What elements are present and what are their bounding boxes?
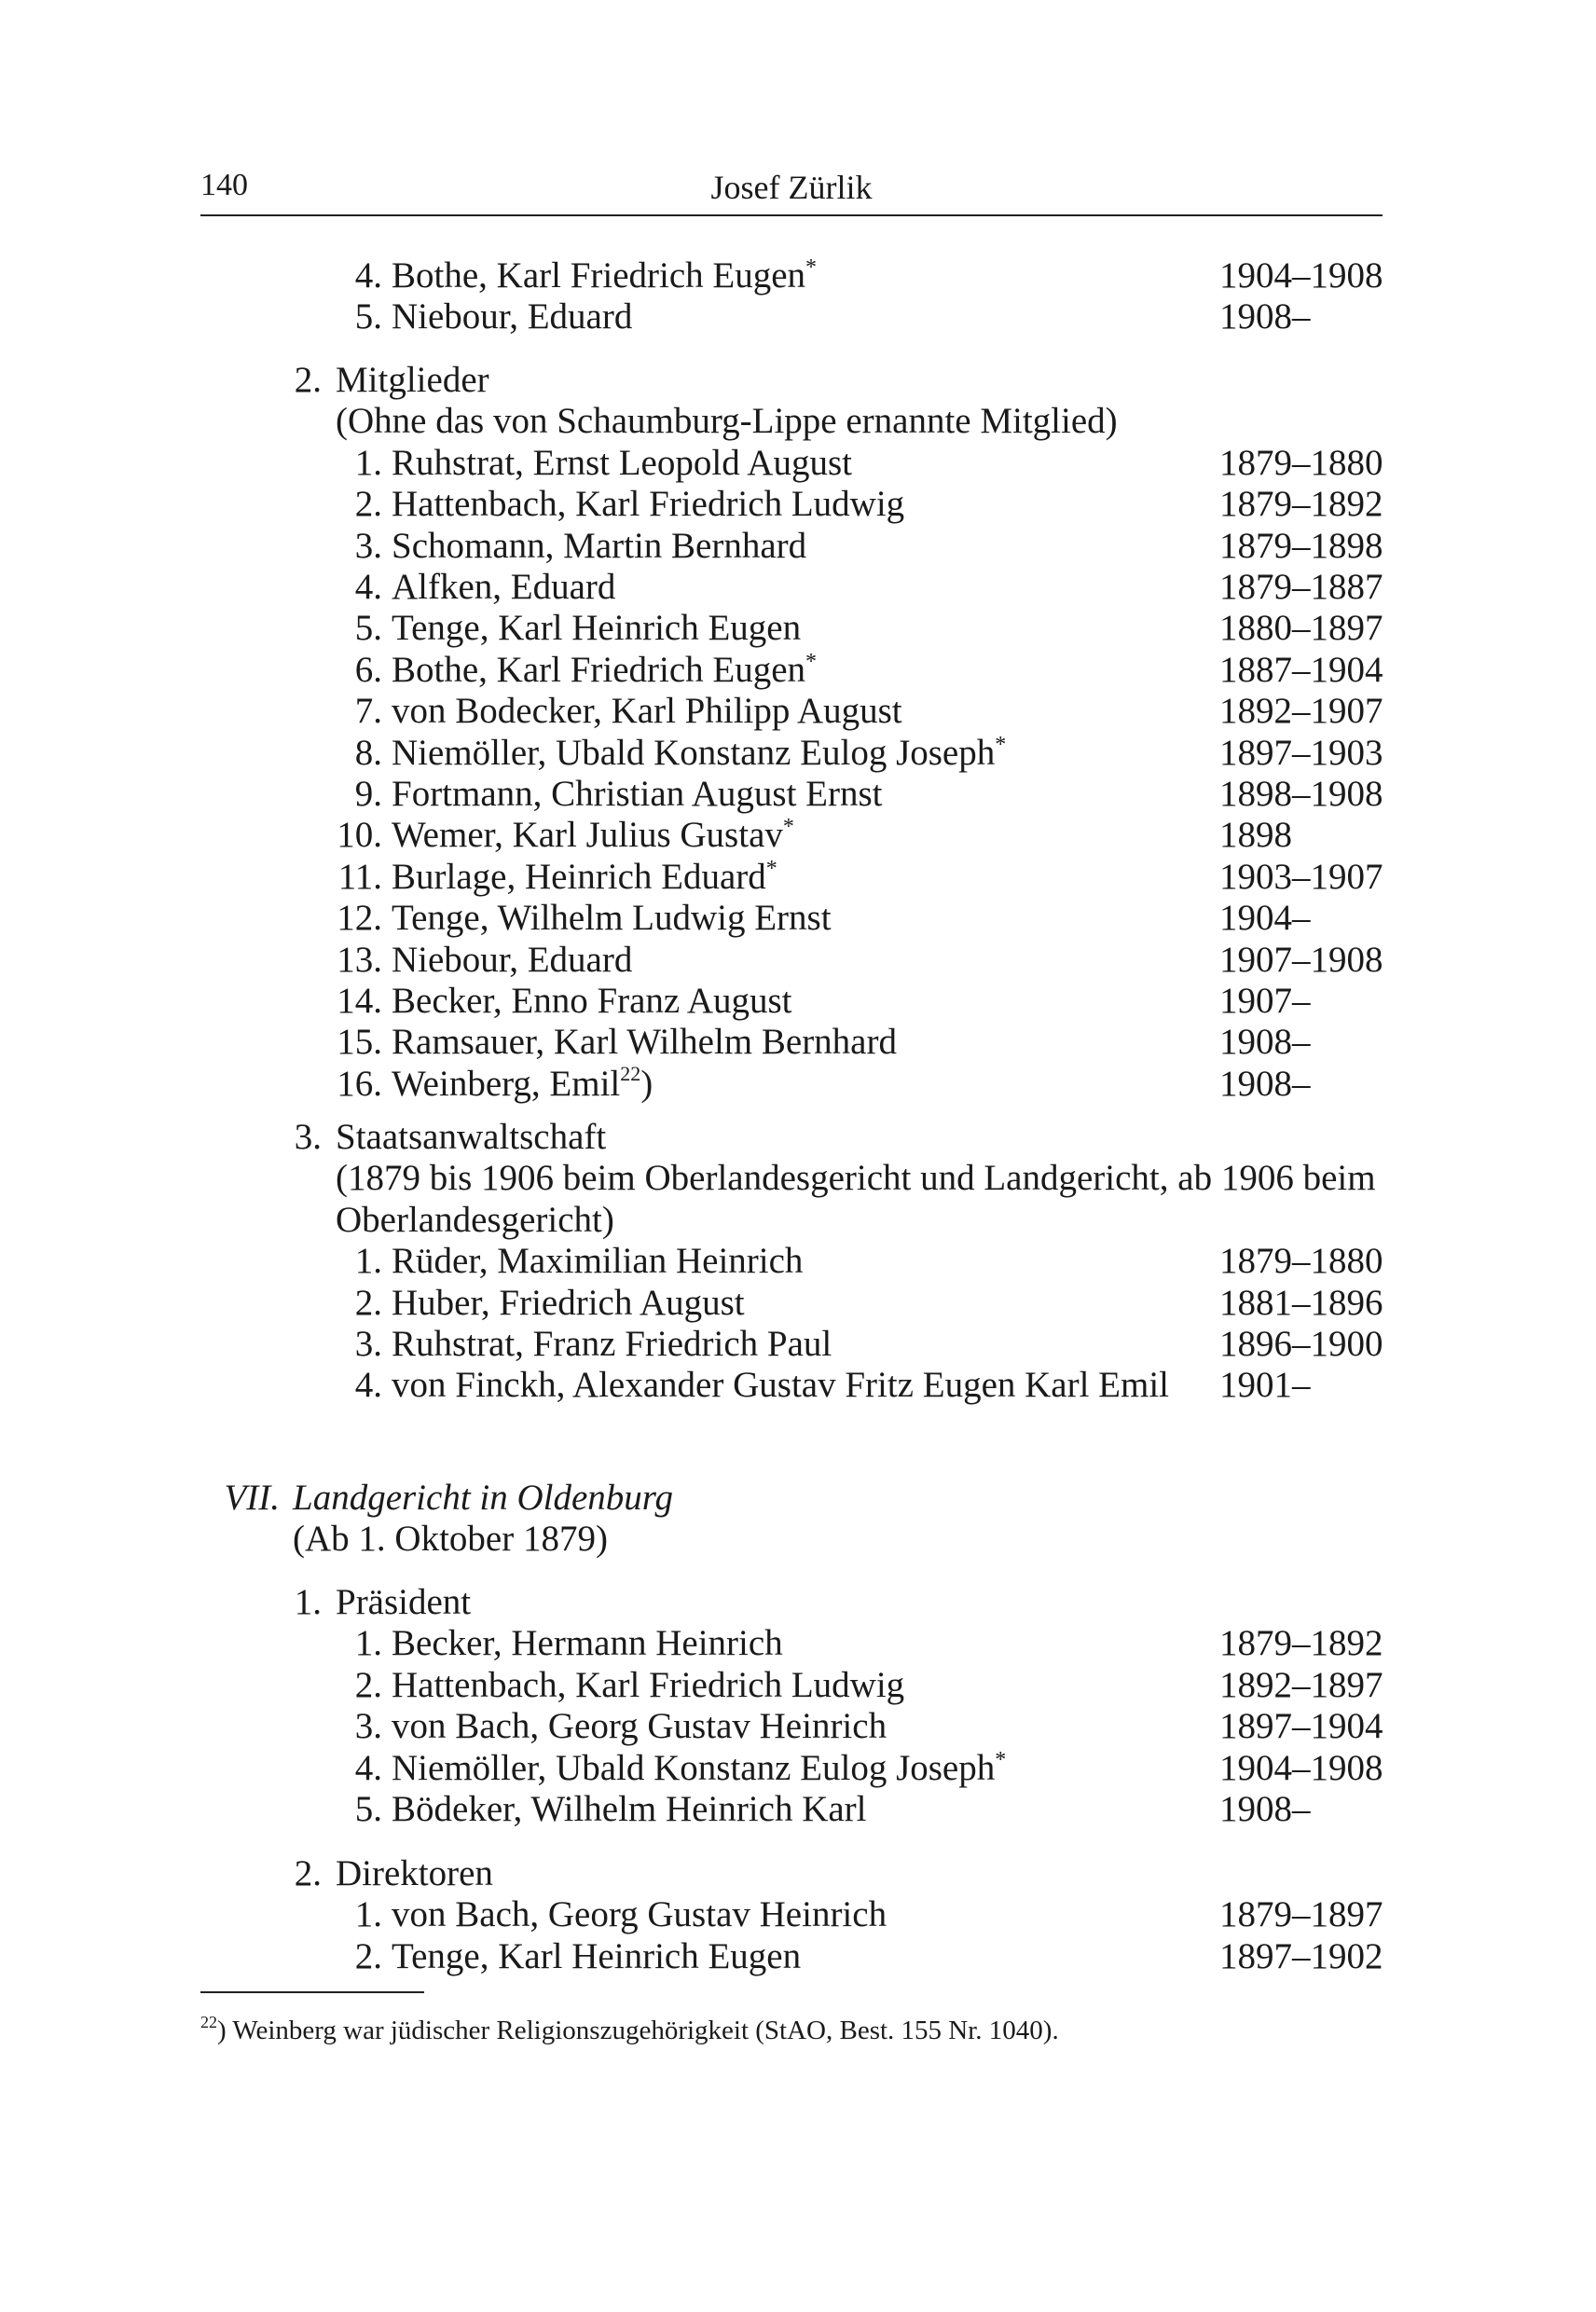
entry-name: Bothe, Karl Friedrich Eugen* <box>392 255 818 296</box>
entry-name: von Bodecker, Karl Philipp August <box>392 691 902 732</box>
list-item <box>0 1241 1596 1282</box>
entry-name: Niebour, Eduard <box>392 939 633 980</box>
entry-name: Ramsauer, Karl Wilhelm Bernhard <box>392 1022 897 1063</box>
list-item <box>0 691 1596 732</box>
list-item <box>0 1623 1596 1664</box>
list-item <box>0 1665 1596 1706</box>
entry-number: 1. <box>294 1582 322 1622</box>
entry-dates: 1908– <box>1219 1063 1311 1104</box>
list-item <box>0 1706 1596 1747</box>
entry-number: 4. <box>354 1747 382 1788</box>
asterisk-mark: * <box>782 815 794 840</box>
entry-number: 11. <box>337 856 382 897</box>
entry-number: 9. <box>354 774 382 814</box>
entry-dates: 1892–1897 <box>1219 1664 1383 1705</box>
asterisk-mark: * <box>995 1747 1007 1772</box>
entry-number: 1. <box>354 1623 382 1664</box>
entry-dates: 1903–1907 <box>1219 856 1383 897</box>
entry-number: 1. <box>354 1894 382 1935</box>
entry-number: 2. <box>294 1853 322 1893</box>
entry-name: Huber, Friedrich August <box>392 1282 745 1323</box>
list-item <box>0 608 1596 649</box>
entry-dates: 1879–1887 <box>1219 567 1383 607</box>
entry-dates: 1880–1897 <box>1219 608 1383 649</box>
section-note-text: (1879 bis 1906 beim Oberlandesgericht und Landgericht, ab 1906 beim <box>336 1158 1376 1199</box>
section-praesident-title: Präsident <box>336 1582 472 1622</box>
entry-number: 13. <box>337 939 382 980</box>
section-staatsanwaltschaft-title: Staatsanwaltschaft <box>336 1117 607 1157</box>
entry-name: Rüder, Maximilian Heinrich <box>392 1241 804 1282</box>
entry-number: 6. <box>354 649 382 690</box>
list-item <box>0 1061 1596 1105</box>
list-item <box>0 733 1596 774</box>
entry-name: von Bach, Georg Gustav Heinrich <box>392 1894 887 1935</box>
list-item <box>0 1283 1596 1324</box>
section-note <box>0 1200 1596 1241</box>
entry-number: 3. <box>354 1706 382 1747</box>
asterisk-mark: * <box>805 255 818 280</box>
list-item <box>0 443 1596 484</box>
asterisk-mark: * <box>805 649 818 674</box>
list-item <box>0 774 1596 815</box>
entry-number: 4. <box>354 567 382 607</box>
list-item <box>0 1324 1596 1365</box>
entry-dates: 1879–1880 <box>1219 1241 1383 1282</box>
section-praesident <box>0 1582 1596 1623</box>
entry-dates: 1897–1903 <box>1219 732 1383 773</box>
entry-number: 16. <box>337 1063 382 1104</box>
entry-dates: 1896–1900 <box>1219 1324 1383 1364</box>
entry-name: Becker, Enno Franz August <box>392 981 792 1021</box>
entry-dates: 1908– <box>1219 296 1311 337</box>
list-item <box>0 1365 1596 1406</box>
chapter-subtitle-text: (Ab 1. Oktober 1879) <box>293 1519 608 1560</box>
list-item <box>0 940 1596 981</box>
entry-dates: 1908– <box>1219 1022 1311 1063</box>
section-note-text: (Ohne das von Schaumburg-Lippe ernannte Mitglied) <box>336 401 1118 442</box>
entry-name: Weinberg, Emil$^{22}$) <box>392 1061 654 1104</box>
entry-number: 5. <box>354 1789 382 1829</box>
entry-name: von Finckh, Alexander Gustav Fritz Eugen Karl Emil <box>392 1365 1170 1406</box>
entry-name: Niemöller, Ubald Konstanz Eulog Joseph* <box>392 1747 1007 1788</box>
entry-name: Tenge, Wilhelm Ludwig Ernst <box>392 898 832 939</box>
entry-name: Fortmann, Christian August Ernst <box>392 774 883 814</box>
chapter-subtitle <box>0 1519 1596 1560</box>
entry-name: Wemer, Karl Julius Gustav* <box>392 815 794 856</box>
entry-name: Niemöller, Ubald Konstanz Eulog Joseph* <box>392 732 1007 773</box>
page-header <box>200 168 1383 216</box>
list-item <box>0 1894 1596 1935</box>
list-item <box>0 857 1596 898</box>
entry-name: Ruhstrat, Franz Friedrich Paul <box>392 1324 832 1364</box>
entry-number: 12. <box>337 898 382 939</box>
chapter-heading <box>0 1478 1596 1519</box>
asterisk-mark: * <box>765 856 777 881</box>
entry-dates: 1907–1908 <box>1219 939 1383 980</box>
list-item <box>0 815 1596 856</box>
entry-name: Bothe, Karl Friedrich Eugen* <box>392 649 818 690</box>
footnote-ref: 22 <box>620 1061 641 1085</box>
entry-number: 4. <box>354 1365 382 1406</box>
entry-number: 2. <box>354 1282 382 1323</box>
entry-dates: 1904–1908 <box>1219 255 1383 296</box>
entry-number: 15. <box>337 1022 382 1063</box>
list-item <box>0 981 1596 1022</box>
footnote-mark: 22 <box>200 2013 217 2031</box>
list-item <box>0 567 1596 608</box>
section-mitglieder <box>0 360 1596 401</box>
entry-number: 4. <box>354 255 382 296</box>
entry-name: Burlage, Heinrich Eduard* <box>392 856 777 897</box>
section-staatsanwaltschaft <box>0 1117 1596 1158</box>
entry-dates: 1904–1908 <box>1219 1747 1383 1788</box>
list-item <box>0 898 1596 939</box>
entry-name: Hattenbach, Karl Friedrich Ludwig <box>392 484 905 525</box>
entry-number: 3. <box>294 1117 322 1157</box>
footnote <box>200 2012 1059 2049</box>
entry-name: Hattenbach, Karl Friedrich Ludwig <box>392 1664 905 1705</box>
entry-dates: 1879–1892 <box>1219 1623 1383 1664</box>
chapter-numeral: VII. <box>224 1478 280 1518</box>
list-item <box>0 255 1596 296</box>
entry-dates: 1892–1907 <box>1219 691 1383 732</box>
entry-dates: 1901– <box>1219 1365 1311 1406</box>
entry-name: Niebour, Eduard <box>392 296 633 337</box>
entry-dates: 1879–1897 <box>1219 1894 1383 1935</box>
list-item <box>0 1936 1596 1977</box>
list-item <box>0 484 1596 525</box>
entry-dates: 1907– <box>1219 981 1311 1021</box>
footnote-mark-close: ) <box>217 2016 227 2045</box>
entry-dates: 1898 <box>1219 815 1292 856</box>
list-item <box>0 1789 1596 1830</box>
entry-number: 7. <box>354 691 382 732</box>
entry-name: Schomann, Martin Bernhard <box>392 525 807 566</box>
section-note <box>0 1158 1596 1199</box>
chapter-title: Landgericht in Oldenburg <box>293 1478 674 1518</box>
entry-dates: 1897–1904 <box>1219 1706 1383 1747</box>
list-item <box>0 1022 1596 1063</box>
section-note-text: Oberlandesgericht) <box>336 1199 614 1240</box>
list-item <box>0 296 1596 337</box>
entry-name: von Bach, Georg Gustav Heinrich <box>392 1706 887 1747</box>
entry-name: Ruhstrat, Ernst Leopold August <box>392 442 852 483</box>
entry-name: Alfken, Eduard <box>392 567 616 607</box>
entry-number: 2. <box>354 1664 382 1705</box>
page-number: 140 <box>200 168 248 202</box>
entry-dates: 1908– <box>1219 1789 1311 1829</box>
entry-dates: 1904– <box>1219 898 1311 939</box>
entry-number: 1. <box>354 442 382 483</box>
entry-number: 5. <box>354 296 382 337</box>
list-item <box>0 650 1596 691</box>
list-item <box>0 526 1596 567</box>
entry-name: Tenge, Karl Heinrich Eugen <box>392 608 802 649</box>
entry-dates: 1879–1880 <box>1219 442 1383 483</box>
section-note <box>0 401 1596 442</box>
section-direktoren <box>0 1853 1596 1894</box>
asterisk-mark: * <box>995 732 1007 757</box>
entry-number: 2. <box>354 1935 382 1976</box>
footnote-text: Weinberg war jüdischer Religionszugehörigkeit (StAO, Best. 155 Nr. 1040). <box>232 2016 1059 2045</box>
entry-number: 3. <box>354 525 382 566</box>
entry-dates: 1887–1904 <box>1219 649 1383 690</box>
list-item <box>0 1748 1596 1789</box>
entry-number: 5. <box>354 608 382 649</box>
entry-name: Tenge, Karl Heinrich Eugen <box>392 1935 802 1976</box>
entry-number: 3. <box>354 1324 382 1364</box>
running-head: Josef Zürlik <box>710 169 873 206</box>
entry-dates: 1897–1902 <box>1219 1935 1383 1976</box>
entry-dates: 1879–1892 <box>1219 484 1383 525</box>
entry-number: 14. <box>337 981 382 1021</box>
entry-dates: 1879–1898 <box>1219 525 1383 566</box>
footnote-rule <box>200 1991 424 1993</box>
entry-dates: 1898–1908 <box>1219 774 1383 814</box>
entry-number: 10. <box>337 815 382 856</box>
entry-number: 8. <box>354 732 382 773</box>
entry-name: Becker, Hermann Heinrich <box>392 1623 783 1664</box>
section-mitglieder-title: Mitglieder <box>336 360 489 400</box>
section-direktoren-title: Direktoren <box>336 1853 493 1893</box>
entry-number: 2. <box>354 484 382 525</box>
entry-number: 2. <box>294 360 322 400</box>
entry-name: Bödeker, Wilhelm Heinrich Karl <box>392 1789 867 1829</box>
entry-dates: 1881–1896 <box>1219 1282 1383 1323</box>
entry-number: 1. <box>354 1241 382 1282</box>
